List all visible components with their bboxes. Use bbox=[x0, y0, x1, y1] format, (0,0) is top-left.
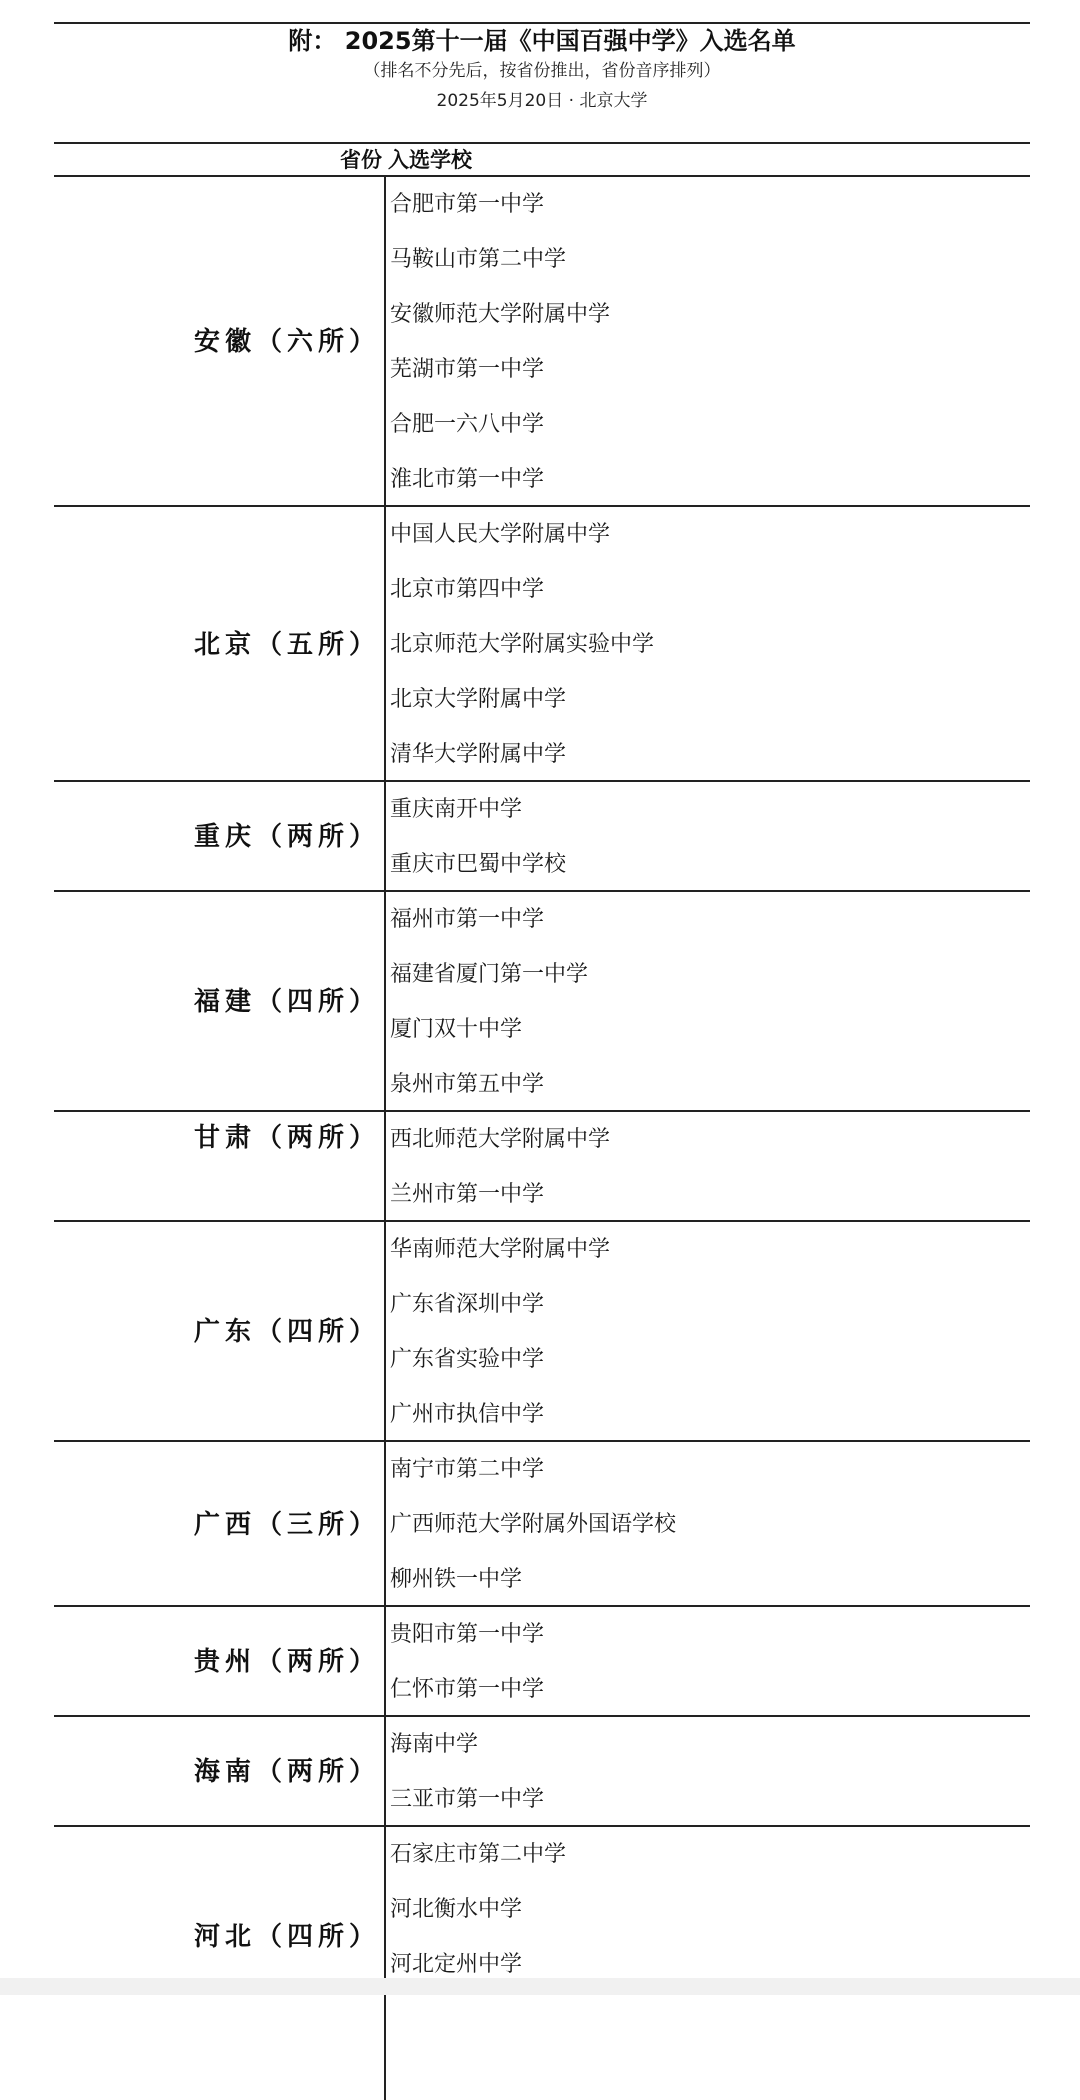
column-divider bbox=[384, 177, 386, 505]
province-group bbox=[54, 505, 1030, 780]
school-name: 仁怀市第一中学 bbox=[390, 1677, 545, 1702]
school-name: 西北师范大学附属中学 bbox=[390, 1127, 611, 1152]
province-label: 河北（四所） bbox=[193, 1922, 380, 1952]
document-title: 附： 2025第十一届《中国百强中学》入选名单 bbox=[288, 27, 796, 55]
province-group bbox=[54, 1825, 1030, 2100]
province-group bbox=[54, 1605, 1030, 1715]
school-name: 河北衡水中学 bbox=[390, 1897, 523, 1922]
school-name: 福建省厦门第一中学 bbox=[390, 962, 589, 987]
province-group bbox=[54, 175, 1030, 505]
header-top-rule bbox=[54, 142, 1030, 144]
school-name: 芜湖市第一中学 bbox=[390, 357, 545, 382]
province-group bbox=[54, 1110, 1030, 1220]
school-name: 广东省实验中学 bbox=[390, 1347, 545, 1372]
school-name: 广西师范大学附属外国语学校 bbox=[390, 1512, 677, 1537]
province-label: 安徽（六所） bbox=[193, 327, 380, 357]
province-label: 广西（三所） bbox=[193, 1509, 380, 1540]
school-name: 柳州铁一中学 bbox=[390, 1567, 523, 1592]
school-name: 合肥一六八中学 bbox=[390, 412, 545, 437]
school-name: 北京大学附属中学 bbox=[390, 687, 567, 712]
province-group bbox=[54, 1440, 1030, 1605]
school-name: 重庆市巴蜀中学校 bbox=[390, 852, 567, 877]
school-name: 海南中学 bbox=[390, 1732, 479, 1757]
school-name: 贵阳市第一中学 bbox=[390, 1622, 545, 1647]
document-subtitle: （排名不分先后，按省份推出，省份音序排列） bbox=[363, 61, 721, 81]
school-name: 重庆南开中学 bbox=[390, 797, 523, 822]
province-group bbox=[54, 780, 1030, 890]
province-group bbox=[54, 1220, 1030, 1440]
school-name: 广东省深圳中学 bbox=[390, 1292, 545, 1317]
school-name: 清华大学附属中学 bbox=[390, 742, 567, 767]
school-name: 北京市第四中学 bbox=[390, 577, 545, 602]
school-name: 厦门双十中学 bbox=[390, 1017, 523, 1042]
school-name: 泉州市第五中学 bbox=[390, 1072, 545, 1097]
province-label: 重庆（两所） bbox=[193, 822, 380, 852]
page-bottom-edge bbox=[0, 1978, 1080, 1995]
school-name: 三亚市第一中学 bbox=[390, 1787, 545, 1812]
school-name: 兰州市第一中学 bbox=[390, 1182, 545, 1207]
school-name: 淮北市第一中学 bbox=[390, 467, 545, 492]
province-label: 贵州（两所） bbox=[193, 1647, 380, 1677]
column-divider bbox=[384, 1222, 386, 1440]
province-group bbox=[54, 890, 1030, 1110]
school-name: 马鞍山市第二中学 bbox=[390, 247, 567, 272]
column-divider bbox=[384, 1442, 386, 1605]
province-label: 北京（五所） bbox=[193, 629, 380, 660]
school-name: 北京师范大学附属实验中学 bbox=[390, 632, 655, 657]
column-divider bbox=[384, 782, 386, 890]
school-name: 石家庄市第二中学 bbox=[390, 1842, 567, 1867]
province-label: 福建（四所） bbox=[193, 987, 380, 1017]
column-divider bbox=[384, 1717, 386, 1825]
column-header-school: 入选学校 bbox=[388, 148, 472, 172]
column-divider bbox=[384, 892, 386, 1110]
school-name: 河北定州中学 bbox=[390, 1952, 523, 1977]
column-divider bbox=[384, 1827, 386, 2100]
school-table bbox=[54, 175, 1030, 1995]
school-name: 中国人民大学附属中学 bbox=[390, 522, 611, 547]
province-label: 广东（四所） bbox=[193, 1317, 380, 1347]
school-name: 安徽师范大学附属中学 bbox=[390, 302, 611, 327]
document-dateline: 2025年5月20日 · 北京大学 bbox=[436, 91, 648, 111]
school-name: 华南师范大学附属中学 bbox=[390, 1237, 611, 1262]
column-divider bbox=[384, 1112, 386, 1220]
school-name: 合肥市第一中学 bbox=[390, 192, 545, 217]
school-name: 南宁市第二中学 bbox=[390, 1457, 545, 1482]
column-divider bbox=[384, 1607, 386, 1715]
province-label: 海南（两所） bbox=[193, 1757, 380, 1787]
column-header-province: 省份 bbox=[340, 148, 382, 172]
school-name: 福州市第一中学 bbox=[390, 907, 545, 932]
province-group bbox=[54, 1715, 1030, 1825]
school-name: 广州市执信中学 bbox=[390, 1402, 545, 1427]
column-divider bbox=[384, 507, 386, 780]
province-label: 甘肃（两所） bbox=[193, 1123, 380, 1153]
